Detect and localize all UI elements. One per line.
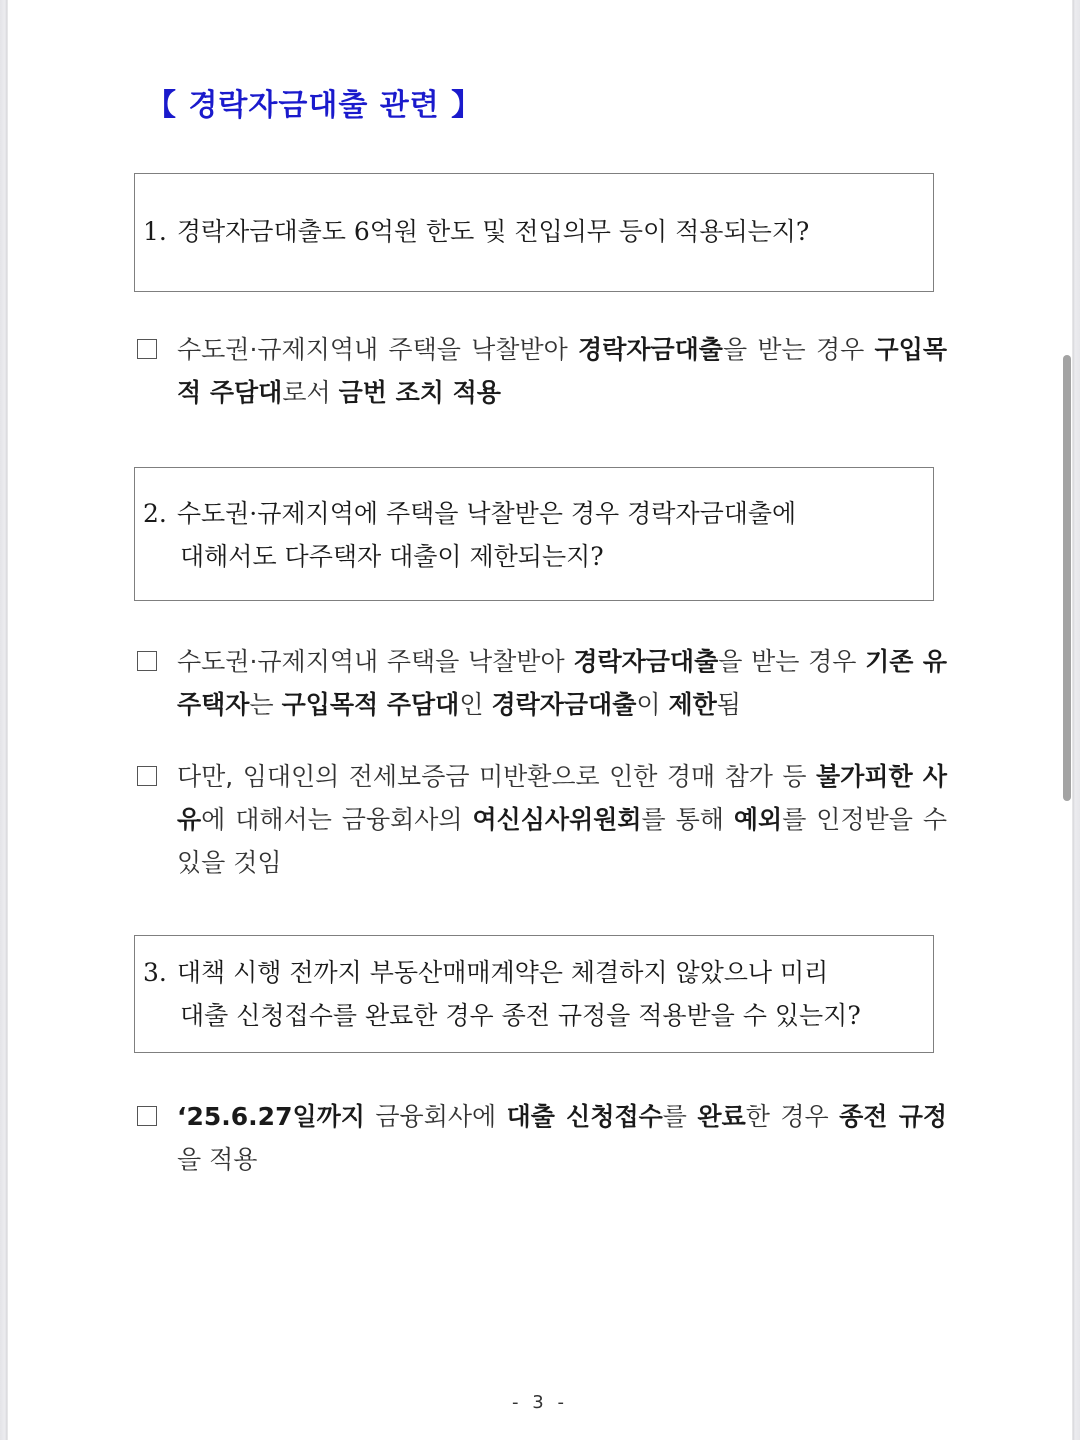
answer-text <box>177 1095 947 1181</box>
question-line: 수도권·규제지역에 주택을 낙찰받은 경우 경락자금대출에 <box>176 499 797 528</box>
emphasized-text: 경락자금대출 <box>578 335 723 364</box>
checkbox-bullet-icon <box>137 766 157 786</box>
text-segment: 이 <box>636 690 669 719</box>
text-segment: 금융회사에 <box>364 1102 507 1131</box>
checkbox-bullet-icon <box>137 651 157 671</box>
section-title: 【 경락자금대출 관련 】 <box>146 88 483 123</box>
emphasized-text: 예외 <box>733 805 783 834</box>
emphasized-text: 금번 조치 적용 <box>338 378 501 407</box>
question-line: 대해서도 다주택자 대출이 제한되는지? <box>180 542 604 571</box>
viewer-left-edge <box>0 0 8 1440</box>
question-box-1 <box>134 173 934 292</box>
document-page <box>8 0 1072 1440</box>
text-segment: 에 대해서는 금융회사의 <box>201 805 473 834</box>
answer-item-3 <box>137 755 947 884</box>
text-segment: 됨 <box>716 690 741 719</box>
answer-item-4 <box>137 1095 947 1181</box>
text-segment: 인 <box>459 690 492 719</box>
question-box-3 <box>134 935 934 1053</box>
emphasized-text: ‘25.6.27일까지 <box>177 1102 365 1131</box>
question-box-2 <box>134 467 934 601</box>
answer-item-1 <box>137 328 947 414</box>
viewer-right-edge <box>1072 0 1080 1440</box>
emphasized-text: 경락자금대출 <box>573 647 719 676</box>
page-number: - 3 - <box>512 1392 568 1413</box>
text-segment: 을 받는 경우 <box>718 647 866 676</box>
text-segment: 한 경우 <box>745 1102 840 1131</box>
text-segment: 로서 <box>282 378 339 407</box>
emphasized-text: 종전 규정 <box>839 1102 947 1131</box>
answer-item-2 <box>137 640 947 726</box>
answer-text <box>177 328 947 414</box>
answer-text <box>177 640 947 726</box>
emphasized-text: 불가피한 사유 <box>177 762 947 834</box>
question-line: 대책 시행 전까지 부동산매매계약은 체결하지 않았으나 미리 <box>176 958 829 987</box>
text-segment: 는 <box>249 690 282 719</box>
emphasized-text: 여신심사위원회 <box>472 805 642 834</box>
emphasized-text: 경락자금대출 <box>491 690 637 719</box>
emphasized-text: 제한 <box>668 690 717 719</box>
question-line: 대출 신청접수를 완료한 경우 종전 규정을 적용받을 수 있는지? <box>180 1001 861 1030</box>
text-segment: 을 받는 경우 <box>722 335 875 364</box>
text-segment: 를 <box>662 1102 698 1131</box>
answer-text <box>177 755 947 884</box>
question-number: 3. <box>143 958 167 987</box>
question-3-text <box>143 951 923 1037</box>
emphasized-text: 완료 <box>697 1102 746 1131</box>
text-segment: 수도권·규제지역내 주택을 낙찰받아 <box>177 335 579 364</box>
question-number: 2. <box>143 499 167 528</box>
emphasized-text: 기존 유주택자 <box>177 647 948 719</box>
text-segment: 을 적용 <box>177 1145 258 1174</box>
checkbox-bullet-icon <box>137 339 157 359</box>
question-line: 경락자금대출도 6억원 한도 및 전입의무 등이 적용되는지? <box>176 217 810 246</box>
question-1-text <box>143 210 923 253</box>
emphasized-text: 대출 신청접수 <box>506 1102 663 1131</box>
checkbox-bullet-icon <box>137 1106 157 1126</box>
question-2-text <box>143 492 923 578</box>
emphasized-text: 구입목적 주담대 <box>177 335 947 407</box>
emphasized-text: 구입목적 주담대 <box>281 690 460 719</box>
text-segment: 다만, 임대인의 전세보증금 미반환으로 인한 경매 참가 등 <box>177 762 817 791</box>
question-number: 1. <box>143 217 167 246</box>
text-segment: 를 통해 <box>641 805 734 834</box>
text-segment: 수도권·규제지역내 주택을 낙찰받아 <box>177 647 574 676</box>
text-segment: 를 인정받을 수 있을 것임 <box>177 805 947 877</box>
